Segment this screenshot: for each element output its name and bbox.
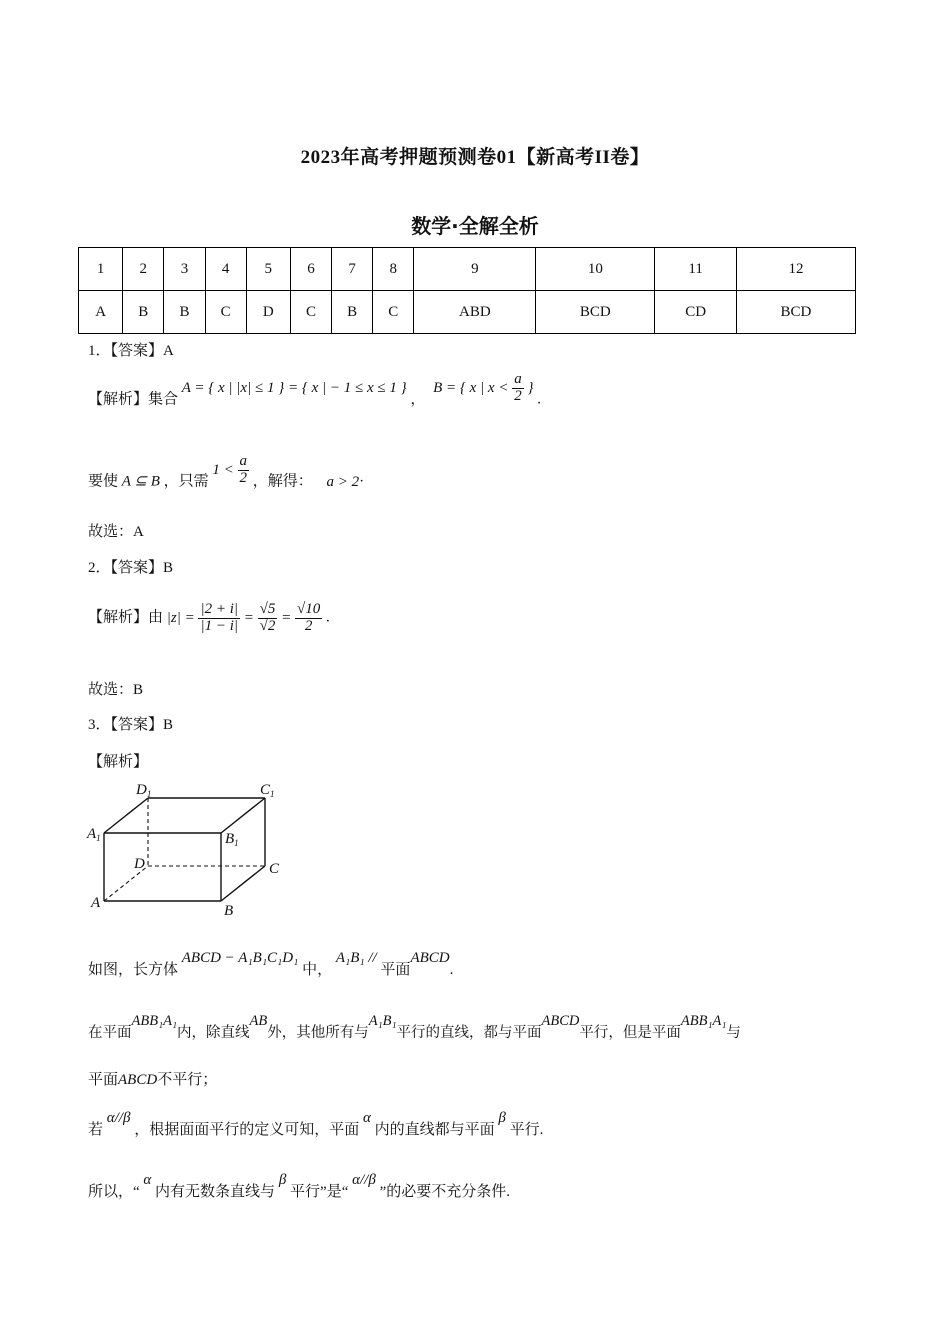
- math-plane-abb1a1: ABB₁A₁: [131, 1013, 178, 1029]
- text: 如图，长方体: [88, 962, 179, 978]
- answer-cell: D: [246, 291, 290, 334]
- question-number-cell: 2: [123, 248, 164, 291]
- q3-answer: 3．【答案】B: [88, 717, 174, 733]
- q3-analysis-label: 【解析】: [88, 754, 149, 770]
- label-a: A: [91, 895, 101, 911]
- answer-cell: B: [164, 291, 205, 334]
- math-abcd: ABCD: [541, 1013, 580, 1029]
- q2-formula: [166, 601, 326, 634]
- q2-period: .: [326, 609, 330, 626]
- math-cuboid: ABCD − A₁B₁C₁D₁: [181, 950, 299, 966]
- answer-table-number-row: [79, 248, 856, 291]
- answer-cell: BCD: [736, 291, 855, 334]
- text: 平面: [88, 1072, 119, 1088]
- label-b: B: [224, 903, 234, 919]
- math-alpha: α: [362, 1110, 371, 1126]
- text: 外，其他所有与: [267, 1025, 369, 1041]
- question-number-cell: 9: [414, 248, 536, 291]
- q2-choose: 故选：B: [88, 682, 144, 698]
- text: 与: [726, 1025, 741, 1041]
- question-number-cell: 11: [655, 248, 737, 291]
- q2-analysis-label: 【解析】由: [88, 609, 164, 626]
- q1-choose: 故选：A: [88, 524, 144, 540]
- label-c1: $C_1$: [260, 782, 275, 799]
- answer-cell: A: [79, 291, 123, 334]
- math-beta: β: [498, 1110, 506, 1126]
- edge-bc: [221, 866, 265, 901]
- q2-fraction-2: [258, 602, 278, 635]
- label-b1: $B_1$: [225, 831, 239, 848]
- q1-inequality: [212, 453, 252, 486]
- answer-cell: C: [205, 291, 246, 334]
- q1-inequality-fraction: [238, 454, 250, 487]
- q3-line-1: [88, 950, 454, 979]
- fraction-denominator: √2: [259, 617, 276, 634]
- q1-set-a: A = { x | |x| ≤ 1 } = { x | − 1 ≤ x ≤ 1 }: [181, 379, 407, 396]
- text: 平行的直线，都与平面: [396, 1025, 542, 1041]
- text: 不平行；: [157, 1072, 218, 1088]
- math-beta: β: [278, 1172, 287, 1188]
- q2-analysis: [88, 602, 330, 635]
- page-subtitle: 数学·全解全析: [411, 214, 539, 238]
- answer-cell: CD: [655, 291, 737, 334]
- text: 内有无数条直线与: [155, 1184, 276, 1200]
- fraction-numerator: √10: [297, 601, 321, 617]
- text: 在平面: [88, 1025, 132, 1041]
- math-abcd: ABCD: [410, 950, 450, 966]
- text: ”的必要不充分条件.: [379, 1184, 510, 1200]
- math-alpha-parallel-beta: α//β: [352, 1172, 376, 1188]
- question-number-cell: 3: [164, 248, 205, 291]
- q3-line-4: [88, 1110, 544, 1139]
- question-number-cell: 4: [205, 248, 246, 291]
- question-number-cell: 10: [536, 248, 655, 291]
- q1-need-text: 要使: [88, 473, 119, 490]
- fraction-denominator: 2: [514, 387, 522, 404]
- label-a1: $A_1$: [87, 826, 101, 843]
- label-d: D: [134, 856, 145, 872]
- edge-a1d1: [104, 798, 148, 833]
- math-ab: AB: [249, 1013, 268, 1029]
- fraction-numerator: a: [514, 371, 522, 387]
- question-number-cell: 8: [373, 248, 414, 291]
- question-number-cell: 7: [332, 248, 373, 291]
- fraction-denominator: 2: [304, 617, 313, 634]
- q1-fraction-a-over-2: [512, 372, 524, 405]
- equals-sign: =: [281, 609, 292, 626]
- text: ，根据面面平行的定义可知，平面: [134, 1122, 360, 1138]
- text: .: [449, 962, 454, 978]
- q1-set-b-close: }: [527, 379, 534, 396]
- answer-cell: C: [373, 291, 414, 334]
- q1-result: a > 2: [326, 473, 360, 490]
- fraction-denominator: |1 − i|: [200, 617, 239, 634]
- fraction-numerator: a: [239, 453, 248, 469]
- q1-solve-text: ，解得：: [252, 473, 313, 490]
- text: 内，除直线: [177, 1025, 250, 1041]
- q3-line-2: [88, 1013, 741, 1042]
- text: 内的直线都与平面: [374, 1122, 495, 1138]
- question-number-cell: 5: [246, 248, 290, 291]
- q1-comma: ，: [410, 391, 426, 408]
- text: 若: [88, 1122, 104, 1138]
- page-title: 2023年高考押题预测卷01【新高考II卷】: [300, 147, 650, 168]
- text: 中，: [302, 962, 333, 978]
- q1-condition-line: [88, 453, 365, 499]
- math-alpha: α: [143, 1172, 152, 1188]
- answer-cell: C: [290, 291, 331, 334]
- q1-set-b-lhs: B = { x | x <: [433, 379, 509, 396]
- answer-table: [78, 247, 856, 334]
- q1-only-need: ，只需: [163, 473, 209, 490]
- label-c: C: [269, 861, 280, 877]
- answer-cell: B: [123, 291, 164, 334]
- text: 所以，“: [88, 1184, 140, 1200]
- q1-analysis-label: 【解析】集合: [88, 391, 179, 408]
- label-d1: $D_1$: [136, 782, 152, 799]
- q2-z-abs: |z| =: [166, 609, 195, 626]
- answer-cell: B: [332, 291, 373, 334]
- text: 平面: [380, 962, 411, 978]
- q1-answer: 1．【答案】A: [88, 343, 174, 359]
- math-plane-abb1a1: ABB₁A₁: [680, 1013, 727, 1029]
- q2-answer: 2．【答案】B: [88, 560, 174, 576]
- text: 平行，但是平面: [579, 1025, 681, 1041]
- q3-line-5: [88, 1172, 510, 1201]
- equals-sign: =: [243, 609, 254, 626]
- question-number-cell: 12: [736, 248, 855, 291]
- q1-period: .: [537, 391, 541, 408]
- edge-b1c1: [221, 798, 265, 833]
- fraction-numerator: |2 + i|: [200, 601, 239, 617]
- q1-analysis: [88, 371, 541, 417]
- text: 平行.: [509, 1122, 544, 1138]
- q1-inequality-lhs: 1 <: [212, 461, 234, 478]
- answer-cell: BCD: [536, 291, 655, 334]
- answer-table-answer-row: [79, 291, 856, 334]
- question-number-cell: 1: [79, 248, 123, 291]
- text: 平行”是“: [290, 1184, 349, 1200]
- q1-subset: A ⊆ B: [121, 473, 160, 490]
- q2-fraction-1: [198, 602, 240, 635]
- q3-line-3: [88, 1068, 217, 1089]
- fraction-denominator: 2: [239, 469, 248, 486]
- q2-fraction-3: [295, 602, 322, 635]
- q1-set-b: [433, 371, 537, 404]
- math-a1b1-parallel: A₁B₁ //: [335, 950, 377, 966]
- question-number-cell: 6: [290, 248, 331, 291]
- fraction-numerator: √5: [259, 601, 276, 617]
- answer-cell: ABD: [414, 291, 536, 334]
- math-abcd: ABCD: [118, 1072, 158, 1088]
- q1-result-end: ·: [359, 473, 365, 490]
- cuboid-figure: [84, 776, 294, 921]
- math-a1b1: A₁B₁: [368, 1013, 397, 1029]
- math-alpha-parallel-beta: α//β: [106, 1110, 131, 1126]
